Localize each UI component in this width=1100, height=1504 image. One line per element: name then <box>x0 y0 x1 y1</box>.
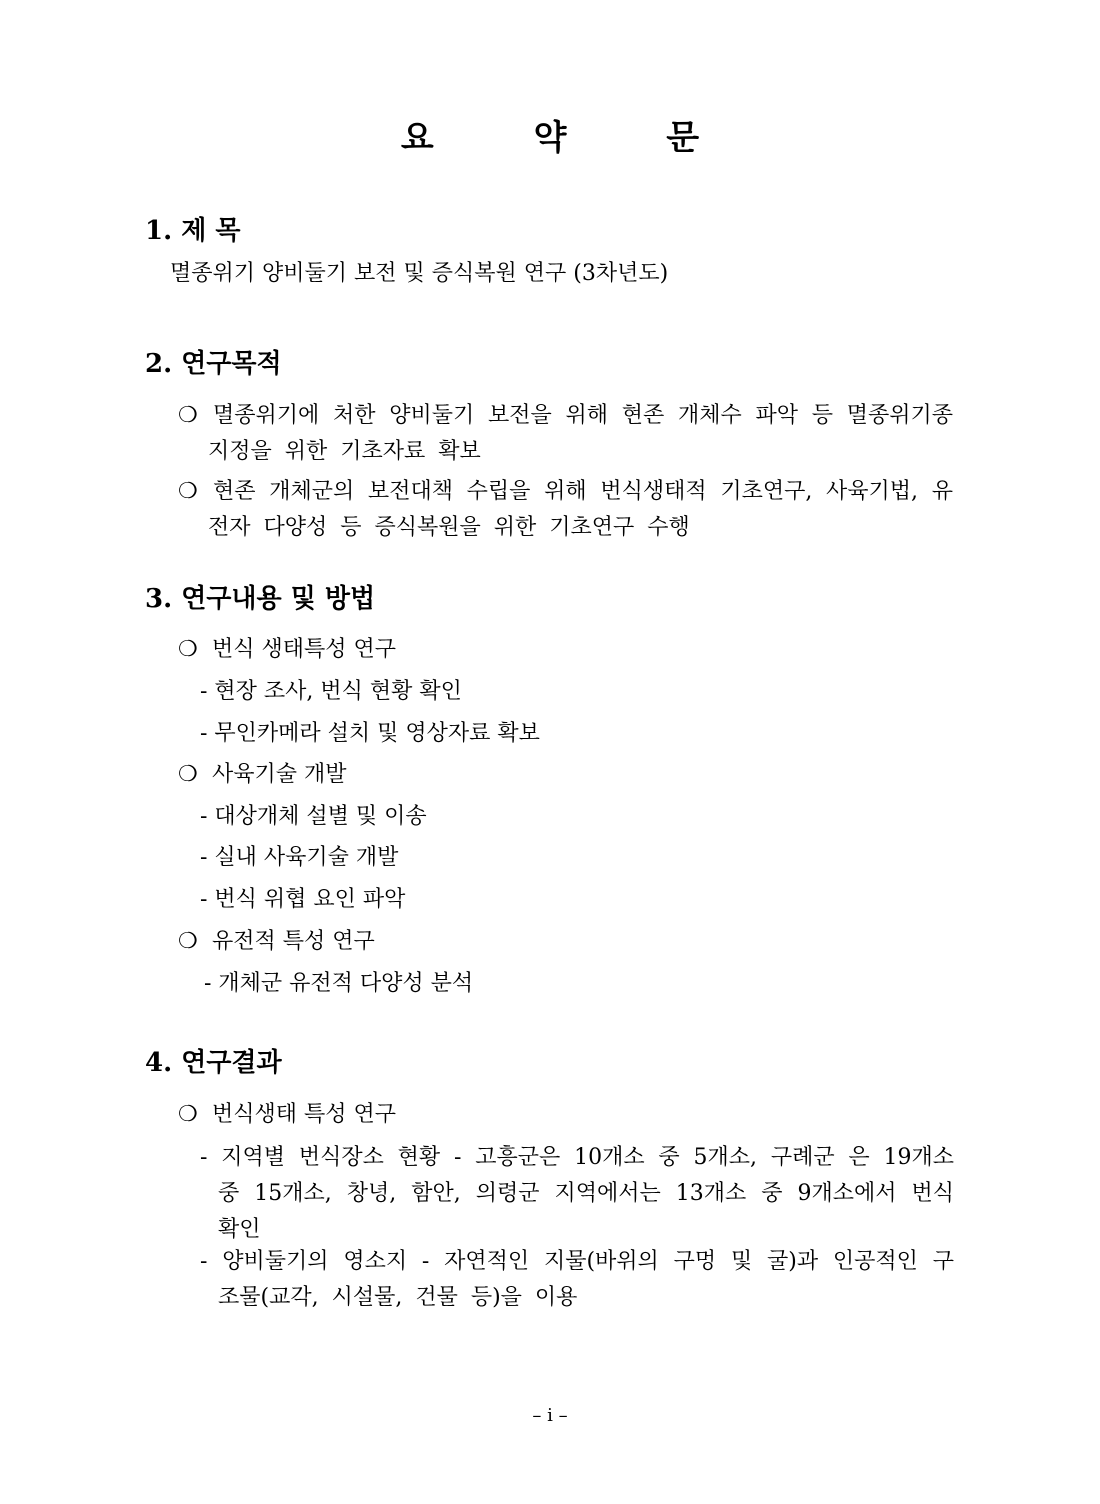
method-sub-item: - 실내 사육기술 개발 <box>200 845 399 870</box>
section-heading-purpose: 2. 연구목적 <box>145 349 282 379</box>
method-sub-item: - 개체군 유전적 다양성 분석 <box>204 971 474 996</box>
bullet-icon: ❍ <box>178 1102 198 1127</box>
method-sub-item: - 무인카메라 설치 및 영상자료 확보 <box>200 721 540 746</box>
page-number: – i – <box>532 1405 568 1426</box>
purpose-item: 멸종위기에 처한 양비둘기 보전을 위해 현존 개체수 파악 등 멸종위기종 지정을 위한 기초자료 확보 <box>208 403 953 464</box>
method-group-label: 유전적 특성 연구 <box>212 929 375 954</box>
bullet-icon: ❍ <box>178 762 198 787</box>
result-sub-item: - 양비둘기의 영소지 - 자연적인 지물(바위의 구멍 및 굴)과 인공적인 구조물(교각, 시설물, 건물 등)을 이용 <box>200 1249 954 1310</box>
section-heading-methods: 3. 연구내용 및 방법 <box>145 584 376 614</box>
result-group-label: 번식생태 특성 연구 <box>212 1102 397 1127</box>
method-group-label: 사육기술 개발 <box>212 762 347 787</box>
method-sub-item: - 번식 위협 요인 파악 <box>200 887 406 912</box>
section-heading-results: 4. 연구결과 <box>145 1048 282 1078</box>
bullet-icon: ❍ <box>178 929 198 954</box>
method-group-label: 번식 생태특성 연구 <box>212 637 397 662</box>
purpose-item: 현존 개체군의 보전대책 수립을 위해 번식생태적 기초연구, 사육기법, 유전자 다양성 등 증식복원을 위한 기초연구 수행 <box>208 479 953 540</box>
bullet-icon: ❍ <box>178 403 198 428</box>
research-title-text: 멸종위기 양비둘기 보전 및 증식복원 연구 (3차년도) <box>170 261 669 286</box>
page-title: 요 약 문 <box>400 118 744 158</box>
result-sub-item: - 지역별 번식장소 현황 - 고흥군은 10개소 중 5개소, 구례군 은 19개소 중 15개소, 창녕, 함안, 의령군 지역에서는 13개소 중 9개소에서 번식 확인 <box>200 1145 954 1242</box>
bullet-icon: ❍ <box>178 479 198 504</box>
method-sub-item: - 현장 조사, 번식 현황 확인 <box>200 679 462 704</box>
bullet-icon: ❍ <box>178 637 198 662</box>
section-heading-title: 1. 제 목 <box>145 216 241 246</box>
method-sub-item: - 대상개체 설별 및 이송 <box>200 804 427 829</box>
